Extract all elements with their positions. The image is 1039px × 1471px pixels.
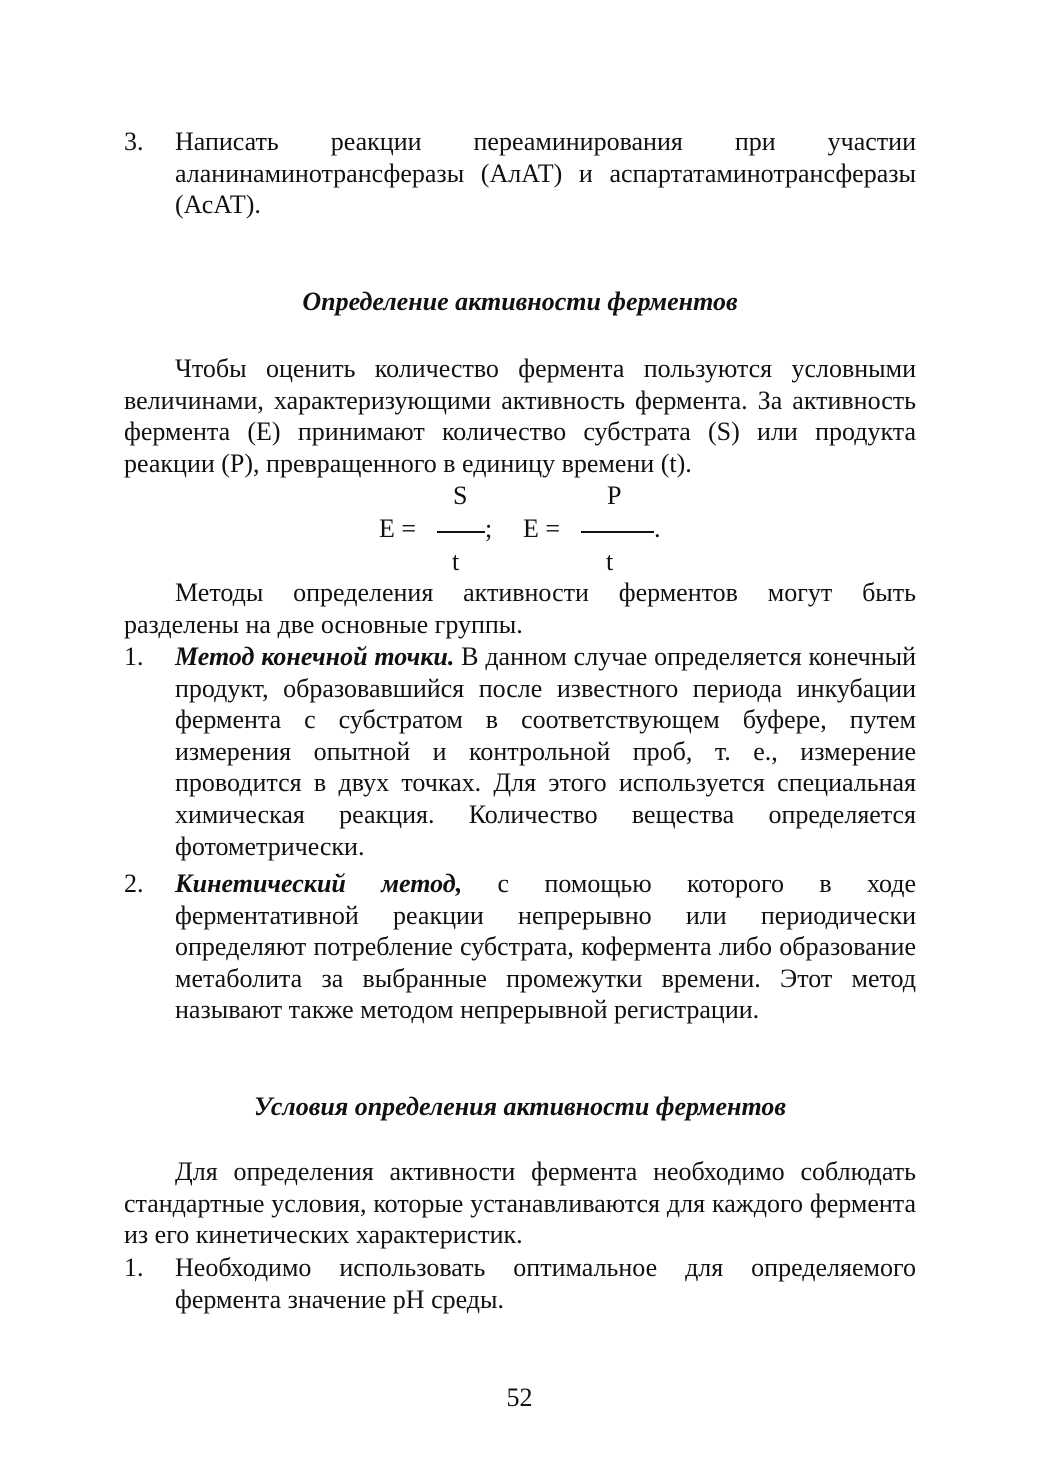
formula-end: . — [654, 514, 661, 543]
list-text — [175, 641, 916, 862]
list-number: 1. — [124, 642, 144, 671]
paragraph-intro: Чтобы оценить количество фермента пользуются условными величинами, характеризующими активность фермента. За активность фермента (Е) принимают количество субстрата (S) или продукта реакции (Р), превращенного в единицу времени (t). — [124, 354, 916, 478]
term-kinetic-method: Кинетический метод, — [175, 869, 463, 898]
list-text: Написать реакции переаминирования при участии аланинаминотрансферазы (АлАТ) и аспартатаминотрансферазы (АсАТ). — [175, 127, 916, 220]
formula-right-denominator: t — [606, 547, 614, 576]
section-heading-enzyme-activity: Определение активности ферментов — [302, 287, 738, 316]
section-heading-conditions: Условия определения активности ферментов — [254, 1092, 786, 1121]
list-number: 1. — [124, 1253, 144, 1282]
formula-right-lhs: E = — [523, 514, 561, 543]
page-number: 52 — [506, 1383, 533, 1412]
activity-formula — [0, 480, 1039, 580]
formula-left-lhs: E = — [379, 514, 417, 543]
list-item-method-kinetic — [124, 868, 916, 1026]
list-text-body: В данном случае определяется конечный продукт, образовавшийся после известного периода инкубации фермента с субстратом в соответствующем буфере, путем измерения опытной и контрольной проб, т. е., измерение проводится в двух точках. Для этого используется специальная химическая реакция. Количество вещества определяется фотометрически. — [175, 642, 916, 861]
term-endpoint-method: Метод конечной точки. — [175, 642, 455, 671]
paragraph-methods: Методы определения активности ферментов могут быть разделены на две основные группы. — [124, 578, 916, 639]
formula-left-numerator: S — [453, 481, 468, 510]
formula-right-numerator: P — [607, 481, 622, 510]
paragraph-conditions: Для определения активности фермента необходимо соблюдать стандартные условия, которые устанавливаются для каждого фермента из его кинетических характеристик. — [124, 1157, 916, 1250]
list-item-ph — [124, 1252, 916, 1315]
list-number: 2. — [124, 869, 144, 898]
formula-left-fraction-line — [437, 531, 485, 533]
list-text — [175, 868, 916, 1026]
formula-right-fraction-line — [581, 531, 654, 533]
list-text-body: с помощью которого в ходе ферментативной реакции непрерывно или периодически определяют потребление субстрата, кофермента либо образование метаболита за выбранные промежутки времени. Этот метод называют также методом непрерывной регистрации. — [175, 869, 916, 1025]
list-text: Необходимо использовать оптимальное для определяемого фермента значение рН среды. — [175, 1253, 916, 1314]
list-number: 3. — [124, 127, 144, 156]
formula-left-denominator: t — [452, 547, 460, 576]
formula-separator: ; — [485, 514, 493, 543]
list-item-3 — [124, 126, 916, 221]
list-item-method-endpoint — [124, 641, 916, 862]
